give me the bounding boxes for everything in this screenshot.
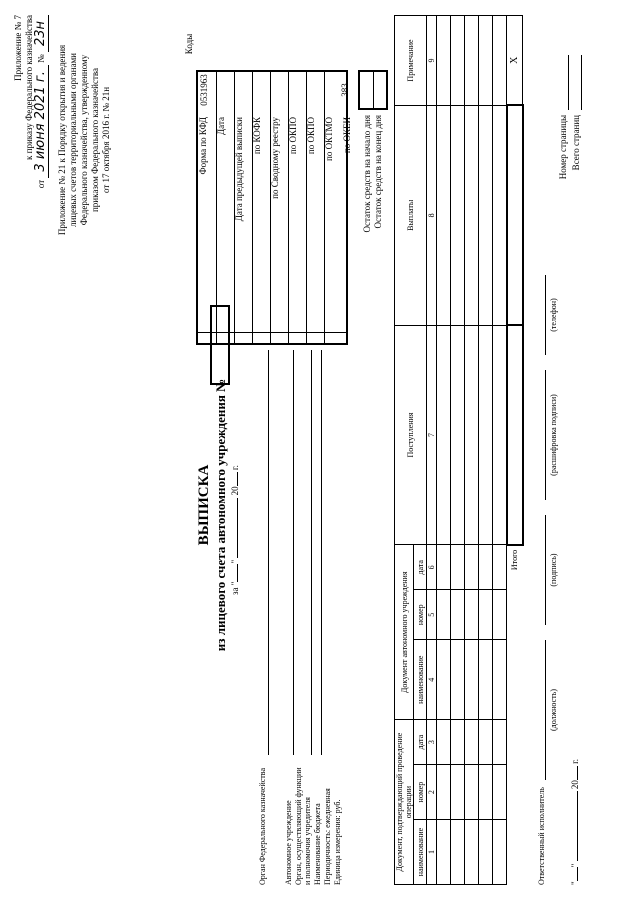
appendix-line2: к приказу Федерального казначейства [24,15,34,160]
appendix-line3: от 3 июня 2021 г. № 23н [35,15,47,285]
table-row [493,16,507,885]
title-sub: из лицевого счета автономного учреждения № [213,378,228,652]
table-row [479,16,493,885]
balance-end-label: Остаток средств на конец дня [373,115,383,229]
table-row [437,16,451,885]
field-au: Автономное учреждение [284,800,293,885]
field-unit: Единица измерения: руб. [333,799,342,885]
col-payments-header: Выплаты [395,105,427,325]
okei-value: 383 [340,83,350,97]
total-pages-line [581,55,582,110]
operations-table [394,15,524,885]
column-numbers-row: 1 2 3 4 5 6 7 8 9 [427,16,437,885]
group-au-doc: Документ автономного учреждения [395,545,414,720]
group-operation-doc: Документ, подтверждающий проведение операции [395,720,414,885]
okpo1-label: по ОКПО [288,117,298,155]
svodny-label: по Сводному реестру [270,117,280,199]
codes-header: Коды [184,33,194,55]
balance-start-label: Остаток средств на начало дня [362,115,372,233]
appendix-ref [13,15,47,285]
field-budget: Наименование бюджета [313,803,322,885]
name-hint: (расшифровка подписи) [549,394,558,476]
col-date-header: дата [414,720,427,765]
title-main: ВЫПИСКА [196,464,212,546]
col-name-header: наименование [414,820,427,885]
field-budget-line [321,350,322,755]
okud-value: 0531963 [199,74,209,106]
date-label: Дата [216,117,226,135]
total-row [507,16,523,885]
okpo2-label: по ОКПО [306,117,316,155]
signature-line [545,515,546,625]
title-date-line: за "" 20 г. [230,465,240,595]
table-row [451,16,465,885]
field-founder-line [311,350,312,755]
col-number-header: номер [414,765,427,820]
col-date2-header: дата [414,545,427,590]
order-date-handwritten: 3 июня 2021 г. [33,65,49,177]
field-period: Периодичность: ежедневная [323,788,332,885]
position-line [545,640,546,780]
col-number2-header: номер [414,590,427,640]
total-note: X [507,16,523,106]
col-name2-header: наименование [414,640,427,720]
appendix-header: Приложение № 21 к Порядку открытия и ведения лицевых счетов территориальными органами Федерального казначейства, утвержденному приказом Федерального казначейства от 17 октября 2016 г. № 21н [57,44,111,236]
signature-date: "" 20 г. [570,758,580,885]
field-au-line [293,350,294,755]
phone-line [545,275,546,355]
field-founder-2: и полномочия учредителя [303,797,312,885]
field-founder-1: Орган, осуществляющий функции [294,767,303,885]
order-number-handwritten: 23н [33,15,49,52]
appendix-line1: Приложение № 7 [13,15,23,81]
page-number-label: Номер страницы [558,115,568,180]
position-hint: (должность) [549,689,558,731]
okei-label: по ОКЕИ [342,117,352,154]
oktmo-label: по ОКТМО [324,117,334,161]
total-pages-label: Всего страниц [571,115,581,171]
phone-hint: (телефон) [549,298,558,332]
okud-label: Форма по КФД [198,117,208,175]
page-number-line [568,55,569,110]
kofk-label: по КОФК [252,117,262,155]
field-ofk: Орган Федерального казначейства [258,767,267,885]
balance-box [358,70,388,110]
field-ofk-line [268,350,269,755]
col-receipts-header: Поступления [395,325,427,545]
col-note-header: Примечание [395,16,427,106]
signature-hint: (подпись) [549,553,558,587]
account-number-box[interactable] [210,305,230,385]
executor-label: Ответственный исполнитель [537,787,546,885]
table-row [465,16,479,885]
prev-date-label: Дата предыдущей выписки [234,117,244,222]
total-label: Итого [510,549,520,571]
name-line [545,370,546,500]
